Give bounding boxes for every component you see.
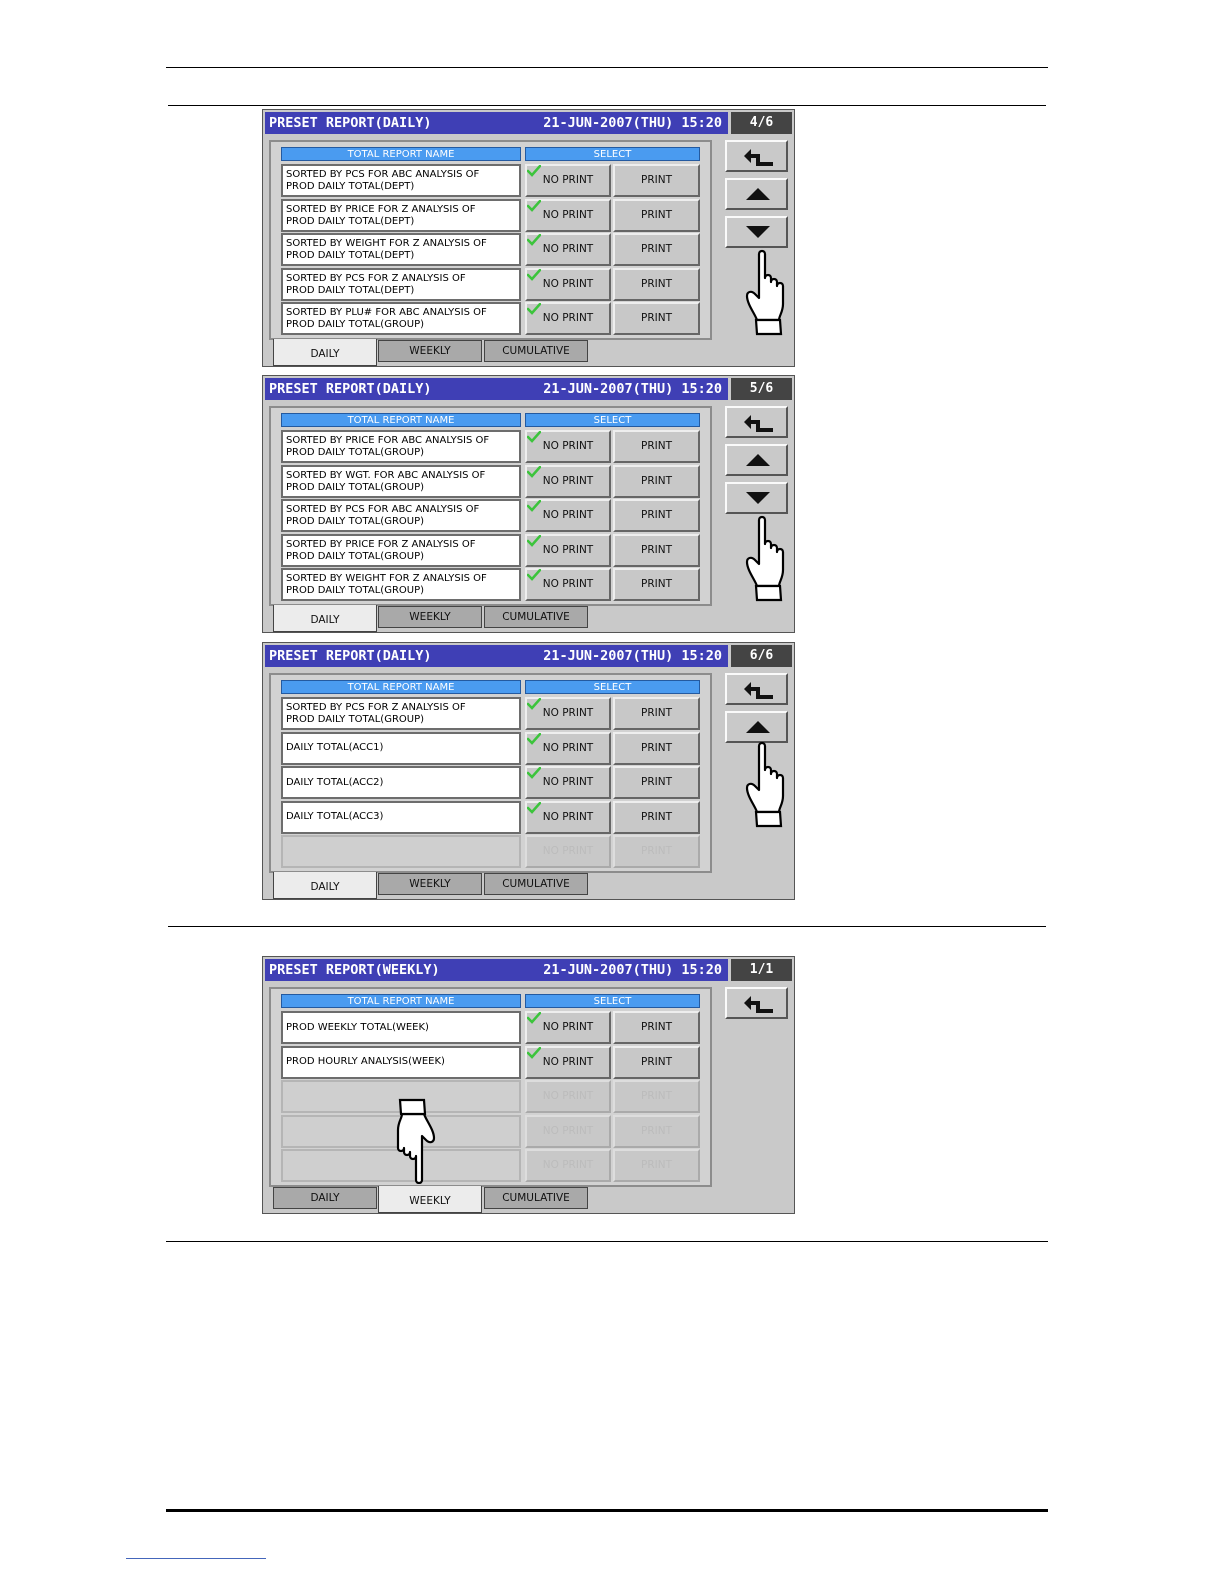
- report-name-cell[interactable]: SORTED BY PLU# FOR ABC ANALYSIS OF PROD DAILY TOTAL(GROUP): [281, 302, 521, 335]
- print-button[interactable]: [613, 164, 700, 197]
- print-button[interactable]: [613, 732, 700, 765]
- pointing-hand: [741, 514, 789, 610]
- tab-cumulative[interactable]: CUMULATIVE: [484, 340, 588, 362]
- print-button[interactable]: [613, 1011, 700, 1044]
- table-row: [281, 801, 701, 834]
- report-name-cell[interactable]: SORTED BY WEIGHT FOR Z ANALYSIS OF PROD DAILY TOTAL(GROUP): [281, 568, 521, 601]
- no-print-label: NO PRINT: [542, 543, 594, 556]
- pointing-hand-icon: [741, 514, 789, 606]
- print-label: PRINT: [641, 208, 672, 221]
- print-button: [613, 1080, 700, 1113]
- back-arrow-icon: [741, 679, 775, 701]
- report-table: [269, 140, 712, 340]
- print-label: PRINT: [641, 845, 672, 857]
- preset-report-screen: [262, 642, 795, 900]
- print-button[interactable]: [613, 233, 700, 266]
- print-label: PRINT: [641, 174, 672, 186]
- no-print-button[interactable]: [525, 534, 611, 567]
- no-print-label: NO PRINT: [542, 474, 594, 487]
- print-button: [613, 1115, 700, 1148]
- table-row: [281, 1046, 701, 1079]
- table-row: [281, 1011, 701, 1044]
- report-name-cell[interactable]: DAILY TOTAL(ACC1): [281, 732, 521, 765]
- tab-weekly[interactable]: WEEKLY: [378, 1186, 482, 1213]
- no-print-label: NO PRINT: [542, 208, 594, 221]
- report-table: [269, 987, 712, 1187]
- back-button[interactable]: [725, 406, 788, 438]
- print-button[interactable]: [613, 199, 700, 232]
- title-bar: [265, 645, 728, 667]
- report-name-cell[interactable]: SORTED BY PRICE FOR Z ANALYSIS OF PROD DAILY TOTAL(DEPT): [281, 199, 521, 232]
- preset-report-screen: [262, 956, 795, 1214]
- no-print-button: [525, 1149, 611, 1182]
- print-button: [613, 835, 700, 868]
- no-print-button[interactable]: [525, 164, 611, 197]
- pointing-hand: [741, 248, 789, 344]
- page-indicator: 5/6: [731, 378, 792, 400]
- checkmark-icon: [527, 431, 541, 443]
- no-print-label: NO PRINT: [542, 1021, 594, 1033]
- no-print-label: NO PRINT: [542, 1159, 594, 1171]
- report-name-cell[interactable]: SORTED BY PRICE FOR Z ANALYSIS OF PROD DAILY TOTAL(GROUP): [281, 534, 521, 567]
- no-print-label: NO PRINT: [542, 810, 594, 823]
- tab-daily[interactable]: DAILY: [273, 605, 377, 632]
- table-row: [281, 766, 701, 799]
- table-row: [281, 233, 701, 266]
- column-header-select: SELECT: [525, 147, 700, 161]
- table-row: [281, 1149, 701, 1182]
- print-button[interactable]: [613, 430, 700, 463]
- report-name-cell[interactable]: PROD HOURLY ANALYSIS(WEEK): [281, 1046, 521, 1079]
- table-row: [281, 465, 701, 498]
- pointing-hand-icon: [741, 248, 789, 340]
- up-arrow-icon: [741, 184, 775, 204]
- no-print-button[interactable]: [525, 1011, 611, 1044]
- no-print-label: NO PRINT: [542, 440, 594, 452]
- no-print-label: NO PRINT: [542, 174, 594, 186]
- print-label: PRINT: [641, 277, 672, 290]
- checkmark-icon: [527, 1012, 541, 1024]
- tab-weekly[interactable]: WEEKLY: [378, 340, 482, 362]
- pointing-hand: [741, 740, 789, 836]
- no-print-label: NO PRINT: [542, 312, 594, 324]
- report-name-cell[interactable]: DAILY TOTAL(ACC2): [281, 766, 521, 799]
- checkmark-icon: [527, 165, 541, 177]
- print-label: PRINT: [641, 810, 672, 823]
- page-indicator: 4/6: [731, 112, 792, 134]
- column-header-name: TOTAL REPORT NAME: [281, 680, 521, 694]
- no-print-label: NO PRINT: [542, 277, 594, 290]
- top-rule: [166, 67, 1048, 68]
- page-up-button[interactable]: [725, 444, 788, 476]
- print-label: PRINT: [641, 776, 672, 788]
- tab-cumulative[interactable]: CUMULATIVE: [484, 1187, 588, 1209]
- no-print-button[interactable]: [525, 465, 611, 498]
- report-name-cell[interactable]: SORTED BY PCS FOR Z ANALYSIS OF PROD DAILY TOTAL(GROUP): [281, 697, 521, 730]
- page-down-button[interactable]: [725, 482, 788, 514]
- no-print-label: NO PRINT: [542, 1124, 594, 1137]
- down-arrow-icon: [741, 488, 775, 508]
- section-rule: [168, 105, 1046, 106]
- print-label: PRINT: [641, 1090, 672, 1102]
- preset-report-screen: [262, 109, 795, 367]
- checkmark-icon: [527, 234, 541, 246]
- screen-title: PRESET REPORT(DAILY): [269, 648, 432, 664]
- section-rule: [166, 1241, 1048, 1242]
- preset-report-screen: [262, 375, 795, 633]
- table-row: [281, 835, 701, 868]
- title-bar: [265, 112, 728, 134]
- print-button[interactable]: [613, 766, 700, 799]
- up-arrow-icon: [741, 450, 775, 470]
- print-label: PRINT: [641, 440, 672, 452]
- no-print-button[interactable]: [525, 568, 611, 601]
- back-arrow-icon: [741, 146, 775, 168]
- print-button[interactable]: [613, 1046, 700, 1079]
- tab-daily[interactable]: DAILY: [273, 872, 377, 899]
- checkmark-icon: [527, 303, 541, 315]
- no-print-label: NO PRINT: [542, 1090, 594, 1102]
- print-label: PRINT: [641, 243, 672, 255]
- table-row: [281, 430, 701, 463]
- datetime-display: 21-JUN-2007(THU) 15:20: [543, 648, 722, 664]
- report-name-cell[interactable]: SORTED BY WEIGHT FOR Z ANALYSIS OF PROD DAILY TOTAL(DEPT): [281, 233, 521, 266]
- back-button[interactable]: [725, 140, 788, 172]
- print-label: PRINT: [641, 509, 672, 521]
- print-button[interactable]: [613, 697, 700, 730]
- no-print-label: NO PRINT: [542, 509, 594, 521]
- page-indicator: 1/1: [731, 959, 792, 981]
- print-label: PRINT: [641, 1021, 672, 1033]
- print-label: PRINT: [641, 578, 672, 590]
- no-print-label: NO PRINT: [542, 845, 594, 857]
- down-arrow-icon: [741, 222, 775, 242]
- table-row: [281, 302, 701, 335]
- no-print-label: NO PRINT: [542, 1055, 594, 1068]
- back-arrow-icon: [741, 993, 775, 1015]
- print-button[interactable]: [613, 465, 700, 498]
- column-header-name: TOTAL REPORT NAME: [281, 147, 521, 161]
- report-name-cell[interactable]: SORTED BY PCS FOR Z ANALYSIS OF PROD DAILY TOTAL(DEPT): [281, 268, 521, 301]
- print-label: PRINT: [641, 707, 672, 719]
- print-label: PRINT: [641, 1124, 672, 1137]
- print-button[interactable]: [613, 302, 700, 335]
- back-button[interactable]: [725, 987, 788, 1019]
- title-bar: [265, 959, 728, 981]
- table-row: [281, 732, 701, 765]
- no-print-label: NO PRINT: [542, 243, 594, 255]
- footer-link-line: [126, 1558, 266, 1559]
- tab-daily[interactable]: DAILY: [273, 339, 377, 366]
- report-name-cell[interactable]: SORTED BY PCS FOR ABC ANALYSIS OF PROD DAILY TOTAL(DEPT): [281, 164, 521, 197]
- pointing-hand: [392, 1092, 440, 1188]
- tab-cumulative[interactable]: CUMULATIVE: [484, 606, 588, 628]
- tab-daily[interactable]: DAILY: [273, 1187, 377, 1209]
- no-print-label: NO PRINT: [542, 741, 594, 754]
- checkmark-icon: [527, 200, 541, 212]
- no-print-button[interactable]: [525, 801, 611, 834]
- no-print-button: [525, 1080, 611, 1113]
- checkmark-icon: [527, 1047, 541, 1059]
- column-header-name: TOTAL REPORT NAME: [281, 413, 521, 427]
- back-arrow-icon: [741, 412, 775, 434]
- screen-title: PRESET REPORT(DAILY): [269, 115, 432, 131]
- table-row: [281, 199, 701, 232]
- no-print-button[interactable]: [525, 268, 611, 301]
- print-button[interactable]: [613, 268, 700, 301]
- no-print-button[interactable]: [525, 766, 611, 799]
- print-label: PRINT: [641, 741, 672, 754]
- page-up-button[interactable]: [725, 711, 788, 743]
- column-header-name: TOTAL REPORT NAME: [281, 994, 521, 1008]
- no-print-button[interactable]: [525, 732, 611, 765]
- tab-weekly[interactable]: WEEKLY: [378, 606, 482, 628]
- checkmark-icon: [527, 569, 541, 581]
- report-table: [269, 406, 712, 606]
- datetime-display: 21-JUN-2007(THU) 15:20: [543, 381, 722, 397]
- no-print-label: NO PRINT: [542, 707, 594, 719]
- no-print-button: [525, 835, 611, 868]
- checkmark-icon: [527, 466, 541, 478]
- table-row: [281, 268, 701, 301]
- no-print-button[interactable]: [525, 430, 611, 463]
- pointing-hand-icon: [741, 740, 789, 832]
- report-name-cell[interactable]: PROD WEEKLY TOTAL(WEEK): [281, 1011, 521, 1044]
- print-button[interactable]: [613, 499, 700, 532]
- report-name-cell[interactable]: SORTED BY WGT. FOR ABC ANALYSIS OF PROD DAILY TOTAL(GROUP): [281, 465, 521, 498]
- checkmark-icon: [527, 698, 541, 710]
- no-print-button: [525, 1115, 611, 1148]
- report-table: [269, 673, 712, 873]
- checkmark-icon: [527, 500, 541, 512]
- datetime-display: 21-JUN-2007(THU) 15:20: [543, 962, 722, 978]
- screen-title: PRESET REPORT(WEEKLY): [269, 962, 440, 978]
- checkmark-icon: [527, 767, 541, 779]
- report-name-cell: [281, 835, 521, 868]
- table-row: [281, 568, 701, 601]
- up-arrow-icon: [741, 717, 775, 737]
- print-button[interactable]: [613, 568, 700, 601]
- datetime-display: 21-JUN-2007(THU) 15:20: [543, 115, 722, 131]
- no-print-label: NO PRINT: [542, 578, 594, 590]
- column-header-select: SELECT: [525, 680, 700, 694]
- table-row: [281, 697, 701, 730]
- table-row: [281, 534, 701, 567]
- print-button: [613, 1149, 700, 1182]
- no-print-button[interactable]: [525, 697, 611, 730]
- print-button[interactable]: [613, 801, 700, 834]
- checkmark-icon: [527, 802, 541, 814]
- no-print-button[interactable]: [525, 499, 611, 532]
- print-button[interactable]: [613, 534, 700, 567]
- page-up-button[interactable]: [725, 178, 788, 210]
- pointing-hand-icon: [392, 1092, 440, 1184]
- no-print-button[interactable]: [525, 1046, 611, 1079]
- title-bar: [265, 378, 728, 400]
- no-print-label: NO PRINT: [542, 776, 594, 788]
- checkmark-icon: [527, 733, 541, 745]
- checkmark-icon: [527, 269, 541, 281]
- table-row: [281, 1080, 701, 1113]
- print-label: PRINT: [641, 543, 672, 556]
- report-name-cell[interactable]: SORTED BY PRICE FOR ABC ANALYSIS OF PROD DAILY TOTAL(GROUP): [281, 430, 521, 463]
- table-row: [281, 164, 701, 197]
- table-row: [281, 1115, 701, 1148]
- section-rule: [168, 926, 1046, 927]
- page-indicator: 6/6: [731, 645, 792, 667]
- column-header-select: SELECT: [525, 994, 700, 1008]
- no-print-button[interactable]: [525, 199, 611, 232]
- print-label: PRINT: [641, 1159, 672, 1171]
- print-label: PRINT: [641, 312, 672, 324]
- screen-title: PRESET REPORT(DAILY): [269, 381, 432, 397]
- print-label: PRINT: [641, 474, 672, 487]
- report-name-cell[interactable]: SORTED BY PCS FOR ABC ANALYSIS OF PROD DAILY TOTAL(GROUP): [281, 499, 521, 532]
- page-down-button[interactable]: [725, 216, 788, 248]
- bottom-rule: [166, 1509, 1048, 1512]
- no-print-button[interactable]: [525, 233, 611, 266]
- column-header-select: SELECT: [525, 413, 700, 427]
- tab-cumulative[interactable]: CUMULATIVE: [484, 873, 588, 895]
- print-label: PRINT: [641, 1055, 672, 1068]
- no-print-button[interactable]: [525, 302, 611, 335]
- table-row: [281, 499, 701, 532]
- tab-weekly[interactable]: WEEKLY: [378, 873, 482, 895]
- back-button[interactable]: [725, 673, 788, 705]
- checkmark-icon: [527, 535, 541, 547]
- report-name-cell[interactable]: DAILY TOTAL(ACC3): [281, 801, 521, 834]
